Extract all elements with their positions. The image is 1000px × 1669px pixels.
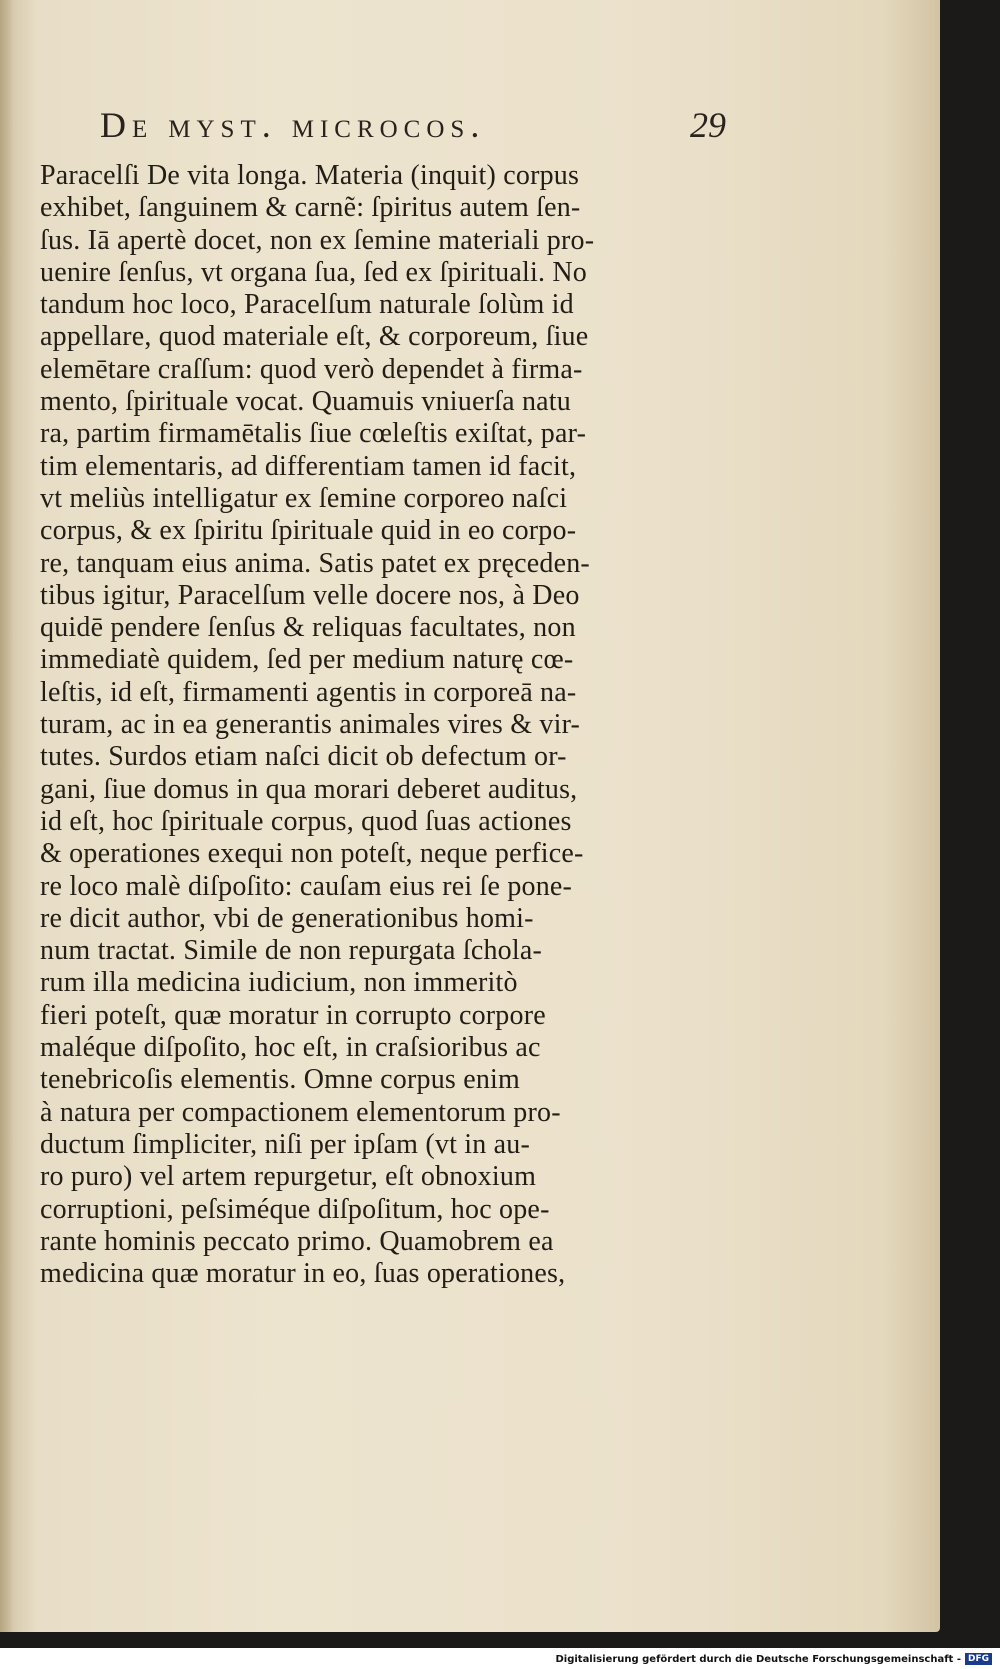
text-line: exhibet, ſanguinem & carnẽ: ſpiritus autem ſen- xyxy=(40,192,581,224)
funding-credit xyxy=(555,1652,992,1666)
text-line: immediatè quidem, ſed per medium naturę cœ- xyxy=(40,644,574,676)
text-line: Paracelſi De vita longa. Materia (inquit) corpus xyxy=(40,160,580,191)
text-line: rante hominis peccato primo. Quamobrem ea xyxy=(40,1225,554,1257)
text-line: vt meliùs intelligatur ex ſemine corporeo naſci xyxy=(40,482,568,514)
text-line: uenire ſenſus, vt organa ſua, ſed ex ſpirituali. No xyxy=(40,256,587,288)
text-line: re dicit author, vbi de generationibus homi- xyxy=(40,902,534,934)
text-line: id eſt, hoc ſpirituale corpus, quod ſuas actiones xyxy=(40,805,572,837)
text-line: à natura per compactionem elementorum pro- xyxy=(40,1096,561,1128)
text-line: ſus. Iā apertè docet, non ex ſemine materiali pro- xyxy=(40,224,595,256)
text-line: num tractat. Simile de non repurgata ſchola- xyxy=(40,935,543,967)
text-line: tutes. Surdos etiam naſci dicit ob defectum or- xyxy=(40,741,567,773)
text-line: tenebricoſis elementis. Omne corpus enim xyxy=(40,1064,520,1096)
text-line: ductum ſimpliciter, niſi per ipſam (vt in au- xyxy=(40,1128,530,1160)
text-line: ra, partim firmamētalis ſiue cœleſtis exiſtat, par- xyxy=(40,418,587,450)
text-line: corruptioni, peſsiméque diſpoſitum, hoc ope- xyxy=(40,1193,550,1225)
text-line: rum illa medicina iudicium, non immeritò xyxy=(40,967,518,999)
body-text xyxy=(40,160,750,1290)
text-line: mento, ſpirituale vocat. Quamuis vniuerſa natu xyxy=(40,386,571,418)
text-line: maléque diſpoſito, hoc eſt, in craſsioribus ac xyxy=(40,1032,541,1064)
text-line: re, tanquam eius anima. Satis patet ex pręceden- xyxy=(40,547,590,579)
text-line: medicina quæ moratur in eo, ſuas operationes, xyxy=(40,1258,566,1290)
running-head: De myst. microcos. xyxy=(100,105,486,145)
text-line: re loco malè diſpoſito: cauſam eius rei ſe pone- xyxy=(40,870,573,902)
text-line: tim elementaris, ad differentiam tamen id facit, xyxy=(40,450,577,482)
dfg-logo: DFG xyxy=(965,1653,992,1665)
text-line: leſtis, id eſt, firmamenti agentis in corporeā na- xyxy=(40,676,577,708)
text-line: corpus, & ex ſpiritu ſpirituale quid in eo corpo- xyxy=(40,515,577,547)
page-number: 29 xyxy=(690,105,726,145)
page-gutter-shadow xyxy=(0,0,14,1632)
text-line: ro puro) vel artem repurgetur, eſt obnoxium xyxy=(40,1161,537,1193)
text-line: turam, ac in ea generantis animales vires & vir- xyxy=(40,709,581,741)
funding-credit-text: Digitalisierung gefördert durch die Deutsche Forschungsgemeinschaft - xyxy=(555,1653,961,1665)
text-line: quidē pendere ſenſus & reliquas facultates, non xyxy=(40,612,576,644)
text-line: elemētare craſſum: quod verò dependet à firma- xyxy=(40,353,583,385)
text-line: tibus igitur, Paracelſum velle docere nos, à Deo xyxy=(40,579,580,611)
text-line: gani, ſiue domus in qua morari deberet auditus, xyxy=(40,773,578,805)
text-line: fieri poteſt, quæ moratur in corrupto corpore xyxy=(40,999,546,1031)
text-line: & operationes exequi non poteſt, neque perfice- xyxy=(40,838,584,870)
text-line: appellare, quod materiale eſt, & corporeum, ſiue xyxy=(40,321,589,353)
text-line: tandum hoc loco, Paracelſum naturale ſolùm id xyxy=(40,289,574,321)
